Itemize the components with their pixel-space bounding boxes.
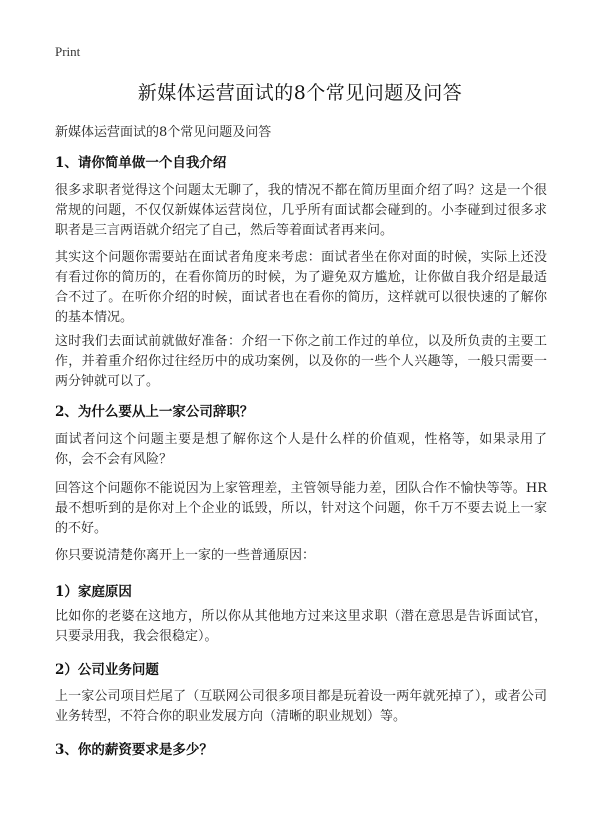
page-subtitle: 新媒体运营面试的8个常见问题及问答 bbox=[55, 125, 272, 140]
section-heading-resignation: 2、为什么要从上一家公司辞职？ bbox=[55, 404, 254, 420]
subsection-heading-family: 1）家庭原因 bbox=[55, 584, 132, 600]
paragraph: 很多求职者觉得这个问题太无聊了，我的情况不都在简历里面介绍了吗？这是一个很常规的问题，不仅仅新媒体运营岗位，几乎所有面试都会碰到的。小李碰到过很多求职者是三言两语就介绍完了自己，然后等着面试者再来问。 bbox=[55, 183, 547, 238]
section-heading-self-intro: 1、请你简单做一个自我介绍 bbox=[55, 155, 227, 171]
paragraph: 面试者问这个问题主要是想了解你这个人是什么样的价值观，性格等，如果录用了你，会不会有风险？ bbox=[55, 432, 547, 467]
paragraph: 上一家公司项目烂尾了（互联网公司很多项目都是玩着设一两年就死掉了），或者公司业务转型，不符合你的职业发展方向（清晰的职业规划）等。 bbox=[55, 689, 547, 724]
paragraph: 这时我们去面试前就做好准备：介绍一下你之前工作过的单位，以及所负责的主要工作，并着重介绍你过往经历中的成功案例，以及你的一些个人兴趣等，一般只需要一两分钟就可以了。 bbox=[55, 334, 547, 389]
subsection-heading-business: 2）公司业务问题 bbox=[55, 662, 159, 678]
page-title: 新媒体运营面试的8个常见问题及问答 bbox=[137, 82, 463, 104]
paragraph: 比如你的老婆在这地方，所以你从其他地方过来这里求职（潜在意思是告诉面试官，只要录用我，我会很稳定）。 bbox=[55, 609, 547, 644]
paragraph: 其实这个问题你需要站在面试者角度来考虑：面试者坐在你对面的时候，实际上还没有看过你的简历的，在看你简历的时候，为了避免双方尴尬，让你做自我介绍是最适合不过了。在听你介绍的时候，面试者也在看你的简历，这样就可以很快速的了解你的基本情况。 bbox=[55, 250, 547, 325]
paragraph: 你只要说清楚你离开上一家的一些普通原因： bbox=[55, 548, 316, 563]
print-label[interactable]: Print bbox=[55, 44, 81, 59]
paragraph: 回答这个问题你不能说因为上家管理差，主管领导能力差，团队合作不愉快等等。HR最不想听到的是你对上个企业的诋毁，所以，针对这个问题，你千万不要去说上一家的不好。 bbox=[55, 481, 547, 536]
section-heading-salary: 3、你的薪资要求是多少？ bbox=[55, 742, 213, 758]
